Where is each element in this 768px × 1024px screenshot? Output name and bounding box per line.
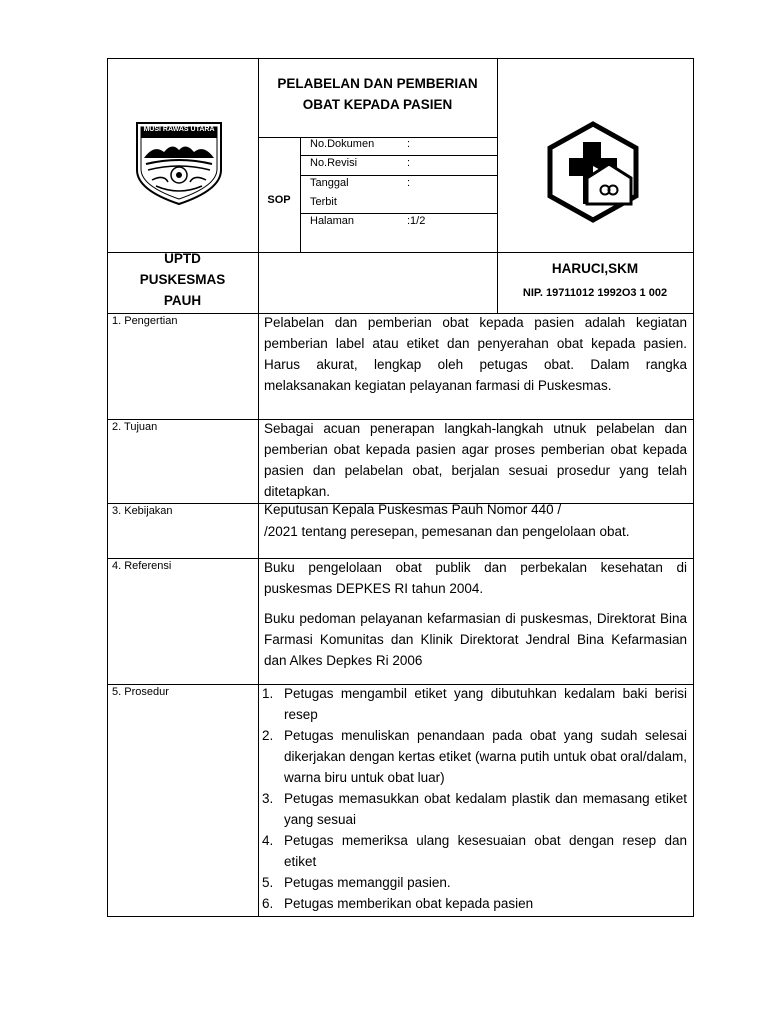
section-label-referensi: 4. Referensi bbox=[112, 560, 172, 572]
step-number: 3. bbox=[262, 791, 274, 806]
section-label-pengertian: 1. Pengertian bbox=[112, 315, 178, 327]
field-label-no-revisi: No.Revisi bbox=[310, 157, 358, 169]
section-text-pengertian bbox=[264, 312, 687, 396]
paragraph: Buku pengelolaan obat publik dan perbekalan kesehatan di puskesmas DEPKES RI tahun 2004. bbox=[264, 560, 687, 596]
divider-h-field2 bbox=[300, 175, 497, 176]
divider-h-field1 bbox=[300, 155, 497, 156]
field-value-no-revisi: : bbox=[407, 157, 411, 169]
puskesmas-logo-icon bbox=[543, 120, 643, 224]
section-label-prosedur: 5. Prosedur bbox=[112, 686, 169, 698]
org-line2: PUSKESMAS bbox=[139, 272, 226, 287]
org-line3: PAUH bbox=[163, 293, 202, 308]
divider-v-body bbox=[258, 313, 259, 917]
step-text: Petugas menuliskan penandaan pada obat yang sudah selesai dikerjakan dengan kertas etiket (warna putih untuk obat oral/dalam, warna biru untuk obat luar) bbox=[284, 728, 687, 785]
step-number: 1. bbox=[262, 686, 274, 701]
section-label-tujuan: 2. Tujuan bbox=[112, 421, 158, 433]
org-line1: UPTD bbox=[164, 251, 201, 266]
list-item bbox=[262, 788, 687, 830]
list-item bbox=[262, 872, 687, 893]
field-value-tanggal: : bbox=[407, 177, 411, 189]
field-label-tanggal: Tanggal bbox=[310, 177, 349, 189]
border-top bbox=[107, 58, 694, 59]
field-label-terbit: Terbit bbox=[310, 196, 337, 208]
paragraph: Pelabelan dan pemberian obat kepada pasien adalah kegiatan pemberian label atau etiket dan penyerahan obat kepada pasien. Harus akurat, lengkap oleh petugas obat. Dalam rangka melaksanakan kegiatan pelayanan farmasi di Puskesmas. bbox=[264, 315, 687, 393]
list-item bbox=[262, 683, 687, 725]
sop-label: SOP bbox=[267, 194, 291, 206]
step-text: Petugas memasukkan obat kedalam plastik dan memasang etiket yang sesuai bbox=[284, 791, 687, 827]
paragraph: Sebagai acuan penerapan langkah-langkah utnuk pelabelan dan pemberian obat kepada pasien agar proses pemberian obat kepada pasien dan pelabelan obat, berjalan sesuai prosedur yang telah ditetapkan. bbox=[264, 421, 687, 499]
document-title-line2: OBAT KEPADA PASIEN bbox=[302, 97, 453, 112]
signer-name: HARUCI,SKM bbox=[551, 261, 639, 276]
step-text: Petugas memeriksa ulang kesesuaian obat dengan resep dan etiket bbox=[284, 833, 687, 869]
regency-emblem-icon bbox=[134, 120, 224, 206]
section-text-tujuan bbox=[264, 418, 687, 502]
field-label-halaman: Halaman bbox=[310, 215, 355, 227]
step-text: Petugas memanggil pasien. bbox=[284, 875, 451, 890]
signer-nip: NIP. 19711012 1992O3 1 002 bbox=[522, 287, 668, 299]
section-text-referensi-2 bbox=[264, 608, 687, 671]
step-text: Petugas mengambil etiket yang dibutuhkan kedalam baki berisi resep bbox=[284, 686, 687, 722]
paragraph: Buku pedoman pelayanan kefarmasian di puskesmas, Direktorat Bina Farmasi Komunitas dan Klinik Direktorat Jendral Bina Kefarmasian dan Alkes Depkes Ri 2006 bbox=[264, 611, 687, 668]
section-text-referensi-1 bbox=[264, 557, 687, 599]
field-value-halaman: :1/2 bbox=[407, 215, 426, 227]
field-value-no-dokumen: : bbox=[407, 138, 411, 150]
list-item bbox=[262, 830, 687, 872]
list-item bbox=[262, 725, 687, 788]
kebijakan-line1: Keputusan Kepala Puskesmas Pauh Nomor 440 / bbox=[264, 502, 562, 517]
list-item bbox=[262, 893, 687, 914]
kebijakan-line2: /2021 tentang peresepan, pemesanan dan pengelolaan obat. bbox=[264, 524, 630, 539]
field-label-no-dokumen: No.Dokumen bbox=[310, 138, 375, 150]
document-title-line1: PELABELAN DAN PEMBERIAN bbox=[277, 76, 478, 91]
border-left bbox=[107, 58, 108, 917]
divider-h-title bbox=[258, 137, 497, 138]
border-bottom bbox=[107, 916, 694, 917]
step-number: 6. bbox=[262, 896, 274, 911]
step-number: 2. bbox=[262, 728, 274, 743]
procedure-list bbox=[262, 683, 687, 914]
step-number: 5. bbox=[262, 875, 274, 890]
divider-h-field3 bbox=[300, 213, 497, 214]
logo-banner-text: MUSI RAWAS UTARA bbox=[143, 126, 215, 133]
section-label-kebijakan: 3. Kebijakan bbox=[112, 505, 173, 517]
border-right bbox=[693, 58, 694, 917]
step-text: Petugas memberikan obat kepada pasien bbox=[284, 896, 534, 911]
step-number: 4. bbox=[262, 833, 274, 848]
